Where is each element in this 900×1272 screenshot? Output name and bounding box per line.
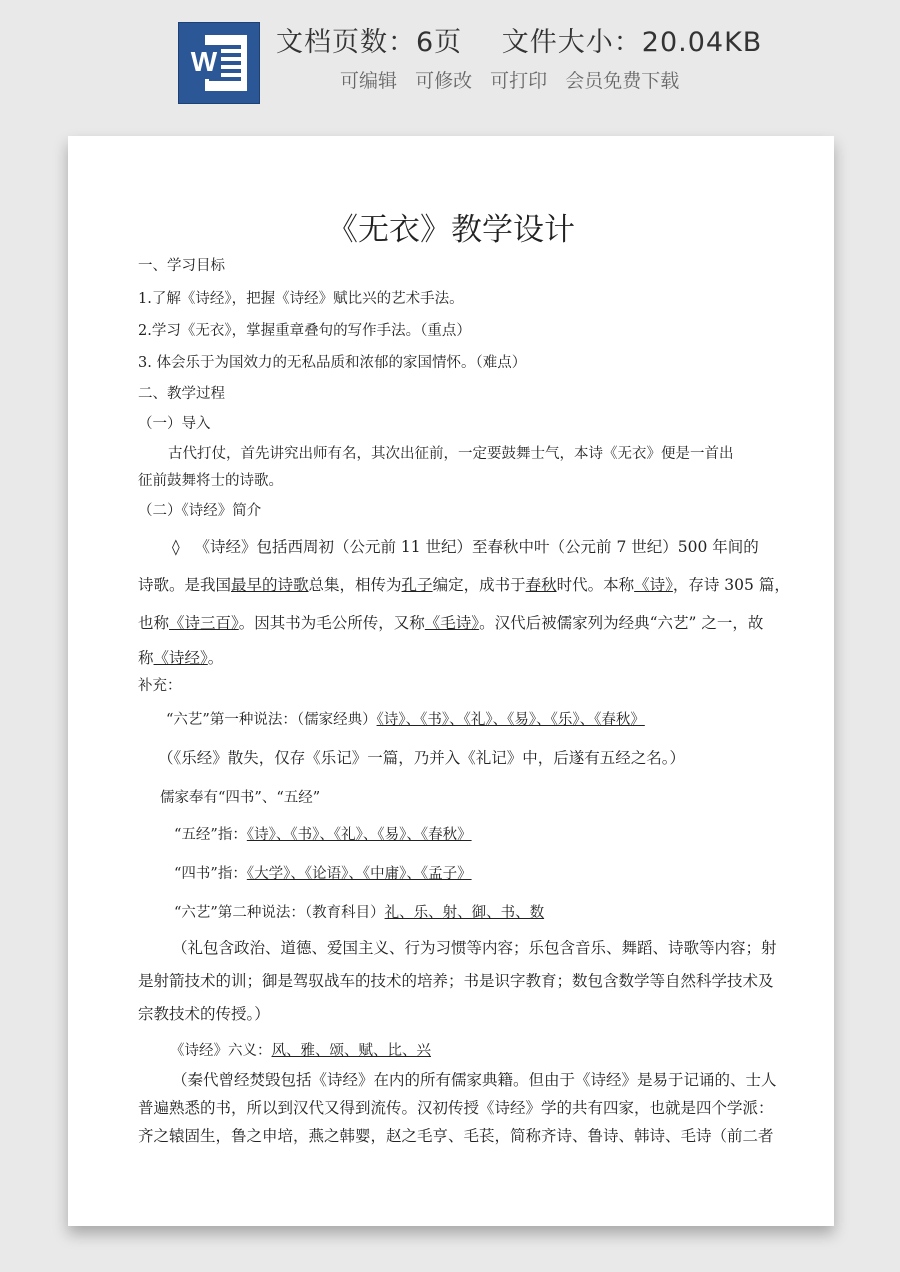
paragraph-line [138,573,790,595]
text-run: “六艺”第一种说法：（儒家经典） [166,712,377,728]
document-title: 《无衣》教学设计 [327,212,575,248]
text-run: 也称 [138,614,170,632]
text-run: 称 [138,649,154,667]
text-run: “六艺”第二种说法：（教育科目） [174,905,385,921]
text-run: “四书”指： [174,866,247,882]
underlined-term: 《诗经》 [153,649,208,667]
underlined-term: 春秋 [525,576,557,594]
paragraph-line: 儒家奉有“四书”、“五经” [160,790,321,806]
subsection-heading: （一）导入 [138,416,211,432]
paragraph-line: 宗教技术的传授。） [138,1005,270,1023]
objective-item: 1.了解《诗经》，把握《诗经》赋比兴的艺术手法。 [138,291,464,307]
text-run: 。汉代后被儒家列为经典“六艺” 之一，故 [479,614,764,632]
file-size: 文件大小：20.04KB [501,27,763,58]
objective-item: 3. 体会乐于为国效力的无私品质和浓郁的家国情怀。（难点） [138,355,527,371]
section-heading: 二、教学过程 [138,386,225,402]
paragraph-line [138,646,223,668]
text-run: 。因其书为毛公所传，又称 [238,614,425,632]
underlined-term: 礼、乐、射、御、书、数 [384,905,545,921]
file-meta [276,20,762,59]
document-info-banner [0,0,900,120]
paragraph-line [166,708,645,729]
objective-item: 2.学习《无衣》，掌握重章叠句的写作手法。（重点） [138,323,471,339]
paragraph-line: （礼包含政治、道德、爱国主义、行为习惯等内容；乐包含音乐、舞蹈、诗歌等内容；射 [172,939,777,957]
text-run: 编定，成书于 [432,576,526,594]
feature-item: 可编辑 [340,70,398,92]
bullet-icon: ◊ [172,538,180,556]
underlined-term: 《大学》、《论语》、《中庸》、《孟子》 [246,866,472,882]
paragraph-line [170,1039,431,1060]
feature-item: 可打印 [490,70,548,92]
text-run: 诗歌。是我国 [138,576,232,594]
underlined-term: 《毛诗》 [424,614,480,632]
text-run: ，存诗 305 篇， [672,576,790,594]
paragraph-line [174,901,544,922]
paragraph-line: 齐之辕固生，鲁之申培，燕之韩婴，赵之毛亨、毛苌，简称齐诗、鲁诗、韩诗、毛诗（前二者 [138,1127,774,1145]
paragraph-line [172,535,759,557]
underlined-term: 《诗》、《书》、《礼》、《易》、《春秋》 [246,827,472,843]
document-page [68,136,834,1226]
paragraph-line: 征前鼓舞将士的诗歌。 [138,473,283,489]
underlined-term: 风、雅、颂、赋、比、兴 [271,1043,431,1059]
supplement-label: 补充： [138,678,182,694]
underlined-term: 《诗》 [634,576,673,594]
paragraph-line: 普遍熟悉的书，所以到汉代又得到流传。汉初传授《诗经》学的共有四家，也就是四个学派： [138,1099,774,1117]
underlined-term: 最早的诗歌 [231,576,309,594]
line-text: 《诗经》包括西周初（公元前 11 世纪）至春秋中叶（公元前 7 世纪）500 年间的 [194,538,759,556]
paragraph-line [174,823,472,844]
text-run: 《诗经》六义： [170,1043,272,1059]
word-document-icon [178,22,260,104]
subsection-heading: （二）《诗经》简介 [138,503,262,519]
page-count: 文档页数：6页 [276,27,463,58]
text-run: 时代。本称 [556,576,635,594]
feature-item: 会员免费下载 [565,70,680,92]
underlined-term: 孔子 [401,576,433,594]
feature-list [340,66,679,93]
text-run: “五经”指： [174,827,247,843]
paragraph-line: 古代打仗，首先讲究出师有名，其次出征前，一定要鼓舞士气，本诗《无衣》便是一首出 [168,446,734,462]
paragraph-line [138,611,763,633]
feature-item: 可修改 [415,70,473,92]
paragraph-line: （秦代曾经焚毁包括《诗经》在内的所有儒家典籍。但由于《诗经》是易于记诵的、士人 [172,1071,777,1089]
paragraph-line: （《乐经》散失，仅存《乐记》一篇，乃并入《礼记》中，后遂有五经之名。） [158,749,686,767]
word-logo-letter: W [187,45,221,79]
section-heading: 一、学习目标 [138,258,225,274]
paragraph-line [174,862,472,883]
text-run: 总集，相传为 [308,576,402,594]
text-run: 。 [207,649,224,667]
underlined-term: 《诗》、《书》、《礼》、《易》、《乐》、《春秋》 [376,712,645,728]
underlined-term: 《诗三百》 [169,614,239,632]
paragraph-line: 是射箭技术的训；御是驾驭战车的技术的培养；书是识字教育；数包含数学等自然科学技术及 [138,972,774,990]
